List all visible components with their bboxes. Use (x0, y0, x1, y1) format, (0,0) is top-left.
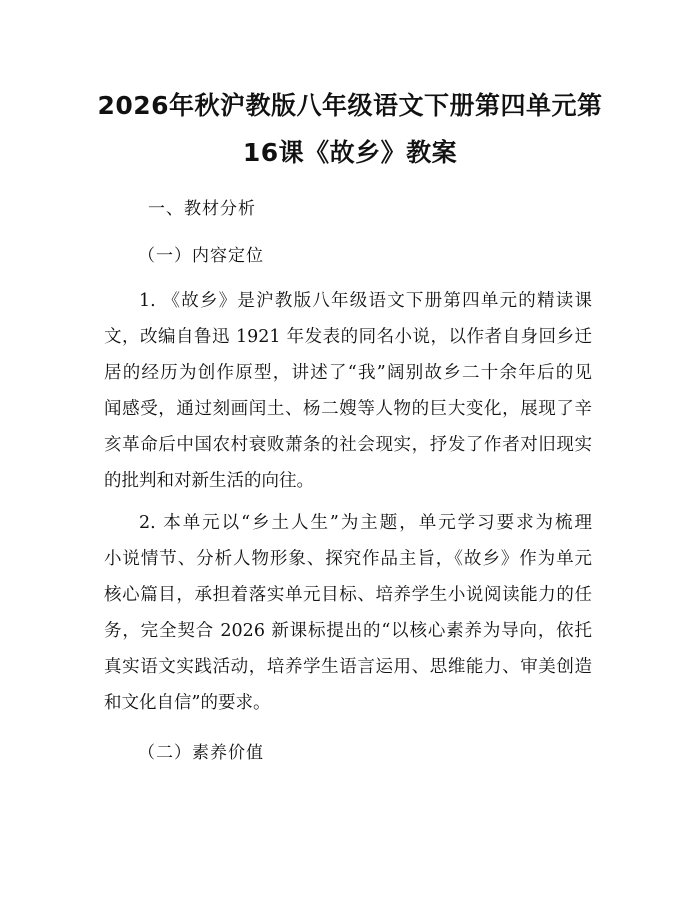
paragraph-2-line: 小说情节、分析人物形象、探究作品主旨，《故乡》作为单元 (104, 549, 592, 569)
paragraph-2-line: 2. 本单元以“乡土人生”为主题，单元学习要求为梳理 (139, 513, 592, 533)
paragraph-2-line: 核心篇目，承担着落实单元目标、培养学生小说阅读能力的任 (104, 585, 592, 605)
subsection-heading-content-positioning: （一）内容定位 (138, 246, 264, 266)
subsection-heading-literacy-value: （二）素养价值 (138, 743, 264, 763)
paragraph-2-line: 和文化自信”的要求。 (104, 693, 271, 713)
paragraph-1 (104, 283, 592, 499)
section-heading-textbook-analysis: 一、教材分析 (148, 199, 256, 219)
paragraph-1-line: 1. 《故乡》是沪教版八年级语文下册第四单元的精读课 (139, 291, 592, 311)
paragraph-1-line: 文，改编自鲁迅 1921 年发表的同名小说，以作者自身回乡迁 (104, 327, 592, 347)
paragraph-1-line: 居的经历为创作原型，讲述了“我”阔别故乡二十余年后的见 (104, 363, 592, 383)
paragraph-2-line: 真实语文实践活动，培养学生语言运用、思维能力、审美创造 (104, 657, 592, 677)
paragraph-1-line: 的批判和对新生活的向往。 (104, 471, 314, 491)
document-title-line-1: 2026年秋沪教版八年级语文下册第四单元第 (97, 91, 603, 120)
paragraph-1-line: 亥革命后中国农村衰败萧条的社会现实，抒发了作者对旧现实 (104, 435, 592, 455)
paragraph-2 (104, 505, 592, 721)
document-title-line-2: 16课《故乡》教案 (242, 138, 458, 167)
paragraph-1-line: 闻感受，通过刻画闰土、杨二嫂等人物的巨大变化，展现了辛 (104, 399, 592, 419)
paragraph-2-line: 务，完全契合 2026 新课标提出的“以核心素养为导向，依托 (104, 621, 592, 641)
